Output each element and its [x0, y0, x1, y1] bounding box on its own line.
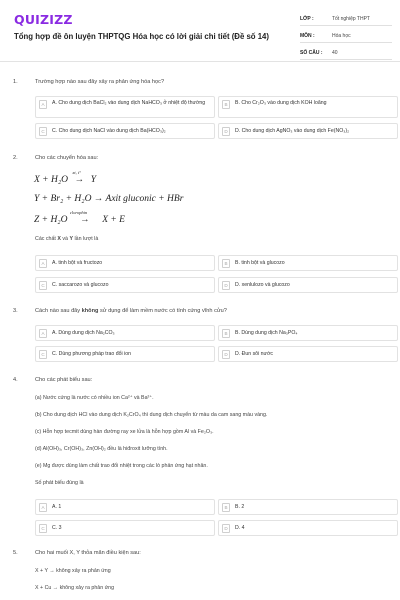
quizizz-logo: QUIZIZZ — [14, 12, 73, 27]
option-text: A. Dùng dung dịch Na₂CO₃ — [52, 330, 115, 336]
option-text: B. 2 — [235, 504, 245, 510]
option-c[interactable] — [35, 277, 215, 293]
option-a[interactable] — [35, 325, 215, 341]
option-letter: C — [39, 350, 47, 359]
option-letter: B — [222, 100, 230, 109]
question-number: 2. — [13, 155, 18, 161]
question-text: Cho các chuyển hóa sau: — [35, 155, 99, 161]
question-1 — [13, 79, 391, 139]
option-text: D. Cho dung dịch AgNO₃ vào dung dịch Fe(NO₃)₂ — [235, 128, 350, 134]
option-letter: D — [222, 127, 230, 136]
option-letter: A — [39, 100, 47, 109]
option-letter: A — [39, 503, 47, 512]
meta-row-count — [300, 46, 392, 60]
question-text: Cho các phát biểu sau: — [35, 377, 93, 383]
question-number: 4. — [13, 377, 18, 383]
option-c[interactable] — [35, 346, 215, 362]
equation-text: Y + Br₂ + H₂O → Axit gluconic + HBr — [34, 194, 184, 204]
option-text: A. 1 — [52, 504, 62, 510]
question-number: 1. — [13, 79, 18, 85]
option-text: C. 3 — [52, 525, 62, 531]
equation-lhs: X + H₂O — [34, 175, 68, 185]
option-letter: B — [222, 503, 230, 512]
question-3 — [13, 308, 391, 368]
option-text: B. Dùng dung dịch Na₃PO₄ — [235, 330, 298, 336]
option-text: D. xenlulozo và glucozo — [235, 282, 290, 288]
option-d[interactable] — [218, 346, 398, 362]
option-a[interactable] — [35, 499, 215, 515]
option-text: D. Đun sôi nước — [235, 351, 274, 357]
meta-row-subject — [300, 29, 392, 43]
question-text: Trường hợp nào sau đây xảy ra phản ứng hóa học? — [35, 79, 165, 85]
equation-lhs: Z + H₂O — [34, 215, 68, 225]
statement-c: (c) Hỗn hợp tecmit dùng hàn đường ray xe lửa là hỗn hợp gồm Al và Fe₂O₃. — [35, 429, 214, 435]
option-d[interactable] — [218, 277, 398, 293]
option-text: A. Cho dung dịch BaCl₂ vào dung dịch NaHCO₃ ở nhiệt độ thường — [52, 100, 206, 106]
question-subtext: Số phát biểu đúng là — [35, 480, 84, 486]
equation-rhs: X + E — [102, 215, 125, 225]
option-letter: D — [222, 524, 230, 533]
statement-2: X + Cu → không xảy ra phản ứng — [35, 585, 115, 591]
statement-e: (e) Mg được dùng làm chất trao đổi nhiệt trong các lò phản ứng hạt nhân. — [35, 463, 208, 469]
question-number: 3. — [13, 308, 18, 314]
meta-value: 40 — [332, 49, 338, 56]
option-b[interactable] — [218, 255, 398, 271]
question-5 — [13, 550, 391, 562]
question-number: 5. — [13, 550, 18, 556]
option-text: D. 4 — [235, 525, 245, 531]
option-b[interactable] — [218, 325, 398, 341]
meta-row-class — [300, 12, 392, 26]
option-letter: C — [39, 524, 47, 533]
meta-label: MÔN : — [300, 32, 315, 39]
meta-label: LỚP : — [300, 15, 314, 22]
option-b[interactable] — [218, 96, 398, 118]
page-header — [0, 0, 400, 62]
option-text: B. tinh bột và glucozo — [235, 260, 285, 266]
option-c[interactable] — [35, 520, 215, 536]
option-letter: C — [39, 127, 47, 136]
document-title: Tổng hợp đề ôn luyện THPTQG Hóa học có lời giải chi tiết (Đề số 14) — [14, 32, 269, 41]
option-letter: D — [222, 281, 230, 290]
equation-3: Z + H₂O clorophin → X + E — [34, 210, 125, 225]
option-letter: A — [39, 329, 47, 338]
equation-2 — [34, 194, 183, 204]
option-c[interactable] — [35, 123, 215, 139]
option-letter: C — [39, 281, 47, 290]
meta-value: Hóa học — [332, 32, 351, 39]
equation-rhs: Y — [90, 175, 97, 185]
option-text: C. saccarozo và glucozo — [52, 282, 109, 288]
meta-table — [300, 12, 392, 63]
statement-1: X + Y → không xảy ra phản ứng — [35, 568, 111, 574]
question-text: Cho hai muối X, Y thỏa mãn điều kiện sau: — [35, 550, 141, 556]
question-text: Cách nào sau đây không sử dụng để làm mềm nước có tính cứng vĩnh cửu? — [35, 308, 227, 314]
meta-value: Tốt nghiệp THPT — [332, 15, 370, 22]
option-a[interactable] — [35, 255, 215, 271]
statement-d: (d) Al(OH)₃, Cr(OH)₃, Zn(OH)₂ đều là hiđroxit lưỡng tính. — [35, 446, 168, 452]
option-text: C. Cho dung dịch NaCl vào dung dịch Ba(HCO₃)₂ — [52, 128, 166, 134]
option-letter: A — [39, 259, 47, 268]
option-d[interactable] — [218, 520, 398, 536]
statement-a: (a) Nước cứng là nước có nhiều ion Ca²⁺ và Ba²⁺. — [35, 395, 154, 401]
statement-b: (b) Cho dung dịch HCl vào dung dịch K₂CrO₄ thì dung dịch chuyển từ màu da cam sang màu vàng. — [35, 412, 268, 418]
option-text: A. tinh bột và fructozo — [52, 260, 103, 266]
meta-label: SỐ CÂU : — [300, 49, 323, 56]
arrow-label: xt, t° — [72, 170, 81, 175]
arrow-label: clorophin — [69, 210, 88, 215]
option-letter: D — [222, 350, 230, 359]
option-b[interactable] — [218, 499, 398, 515]
option-letter: B — [222, 329, 230, 338]
option-a[interactable] — [35, 96, 215, 118]
question-subtext: Các chất X và Y lần lượt là — [35, 236, 99, 242]
option-d[interactable] — [218, 123, 398, 139]
option-text: C. Dùng phương pháp trao đổi ion — [52, 351, 131, 357]
equation-1: X + H₂O xt, t° → Y — [34, 170, 97, 185]
option-letter: B — [222, 259, 230, 268]
question-4 — [13, 377, 391, 389]
option-text: B. Cho Cr₂O₃ vào dung dịch KOH loãng — [235, 100, 327, 106]
